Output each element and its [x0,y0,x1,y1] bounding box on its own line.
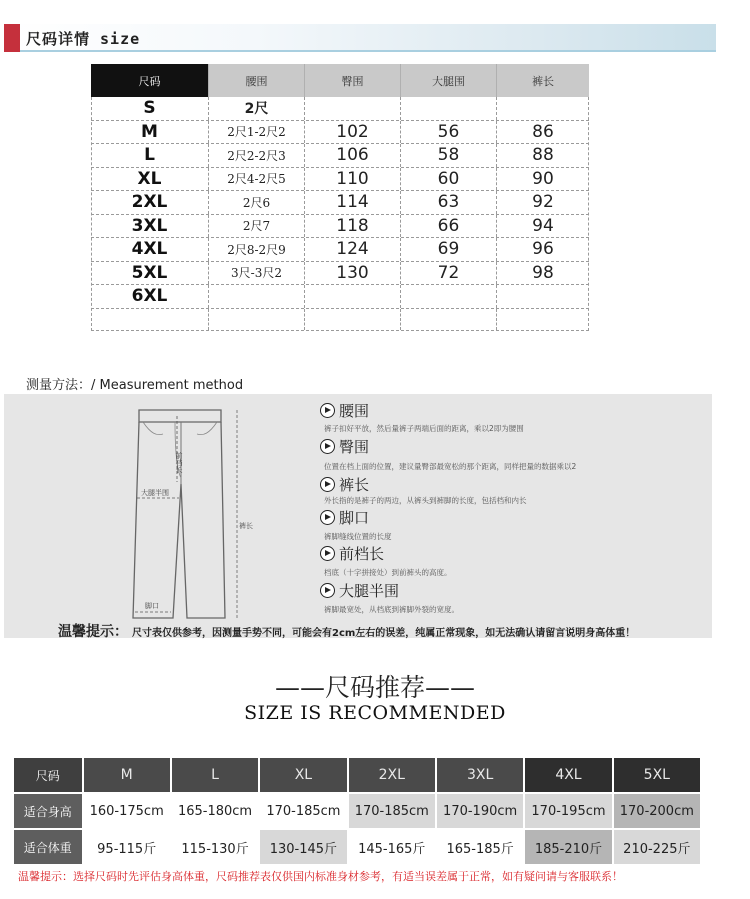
header-thigh: 大腿围 [401,64,497,97]
table-row [91,215,589,239]
recommend-title-cn: ——尺码推荐—— [274,673,475,702]
measure-label: 裤长 [339,476,370,494]
length-cell: 98 [532,262,554,283]
size-cell: L [91,144,209,167]
size-table-header [91,64,589,97]
waist-cell: 2尺2-2尺3 [209,144,305,167]
weight-range: 185-210斤 [525,830,611,864]
measure-item-hem [320,507,369,528]
thigh-cell: 60 [401,168,497,191]
tip-text: 尺寸表仅供参考，因测量手势不同，可能会有2cm左右的误差，纯属正常现象，如无法确认请留言说明身高体重！ [132,628,636,639]
measurement-panel [4,394,712,638]
measure-item-waist [320,400,369,421]
recommend-header-label: 尺码 [14,758,82,792]
banner-accent-mark [4,24,20,52]
banner-title: 尺码详情 size [26,30,141,48]
size-cell: 6XL [91,285,209,308]
play-bullet-icon [320,477,335,492]
size-cell: S [91,97,209,120]
measure-label: 脚口 [339,509,370,527]
length-label: 裤长 [239,522,253,530]
play-bullet-icon [320,546,335,561]
recommend-height-row [14,794,700,828]
size-cell [91,309,209,330]
measure-label: 大腿半围 [339,582,400,600]
hip-cell: 114 [305,191,401,214]
table-row [91,191,589,215]
recommend-size: M [84,758,170,792]
header-length: 裤长 [497,64,589,97]
recommend-size: 2XL [349,758,435,792]
waist-cell: 2尺8-2尺9 [209,238,305,261]
weight-range: 145-165斤 [349,830,435,864]
recommend-warning: 温馨提示：选择尺码时先评估身高体重，尺码推荐表仅供国内标准身材参考，有适当误差属于正常，如有疑问请与客服联系！ [18,870,623,883]
thigh-cell [401,97,497,120]
measure-label: 腰围 [339,402,370,420]
height-range: 170-190cm [437,794,523,828]
section-banner [4,24,716,52]
table-row [91,262,589,286]
weight-range: 115-130斤 [172,830,258,864]
height-range: 170-185cm [349,794,435,828]
height-range: 170-185cm [260,794,346,828]
weight-label: 适合体重 [14,830,82,864]
measure-item-thigh [320,580,399,601]
hip-cell [305,97,401,120]
thigh-cell: 72 [401,262,497,285]
play-bullet-icon [320,510,335,525]
measure-label: 前档长 [339,545,385,563]
hem-label: 脚口 [145,602,159,610]
hip-cell [305,309,401,330]
thigh-cell: 56 [401,121,497,144]
thigh-cell: 58 [401,144,497,167]
recommend-size: 3XL [437,758,523,792]
recommend-size: 4XL [525,758,611,792]
play-bullet-icon [320,439,335,454]
waist-cell: 3尺-3尺2 [209,262,305,285]
thigh-label: 大腿半围 [141,489,169,497]
measurement-tip [58,621,635,641]
height-range: 160-175cm [84,794,170,828]
table-row [91,121,589,145]
measure-item-length [320,474,369,495]
height-label: 适合身高 [14,794,82,828]
tip-lead: 温馨提示： [58,624,128,640]
pants-diagram [129,404,269,626]
height-range: 170-200cm [614,794,700,828]
length-cell: 86 [532,121,554,142]
thigh-cell: 63 [401,191,497,214]
recommend-weight-row [14,830,700,864]
table-row [91,144,589,168]
size-cell: XL [91,168,209,191]
weight-range: 130-145斤 [260,830,346,864]
waist-cell: 2尺7 [209,215,305,238]
measurement-title: 测量方法：/ Measurement method [26,378,244,393]
measure-desc: 裤脚缝线位置的长度 [324,532,392,541]
waist-cell: 2尺1-2尺2 [209,121,305,144]
thigh-cell [401,285,497,308]
size-cell: 2XL [91,191,209,214]
play-bullet-icon [320,403,335,418]
size-cell: 5XL [91,262,209,285]
waist-cell: 2尺4-2尺5 [209,168,305,191]
recommend-size: L [172,758,258,792]
measure-desc: 外长指的是裤子的两边，从裤头到裤脚的长度，包括档和内长 [324,496,527,505]
table-row [91,285,589,309]
hip-cell: 118 [305,215,401,238]
length-cell [497,285,589,308]
length-cell: 94 [532,215,554,236]
play-bullet-icon [320,583,335,598]
header-hip: 臀围 [305,64,401,97]
measure-desc: 档底（十字拼接处）到前裤头的高度。 [324,568,452,577]
recommend-size: XL [260,758,346,792]
table-row [91,97,589,121]
waist-cell: 2尺6 [209,191,305,214]
thigh-cell: 66 [401,215,497,238]
length-cell: 96 [532,239,554,260]
hip-cell: 102 [305,121,401,144]
hip-cell: 110 [305,168,401,191]
header-size: 尺码 [91,64,209,97]
size-cell: M [91,121,209,144]
recommend-size: 5XL [614,758,700,792]
table-row [91,309,589,331]
table-row [91,238,589,262]
length-cell: 92 [532,192,554,213]
measure-desc: 位置在档上面的位置，建议量臀部最宽松的那个距离，同样把量的数据乘以2 [324,462,577,471]
size-detail-table [91,64,589,331]
weight-range: 95-115斤 [84,830,170,864]
waist-cell [209,309,305,330]
hip-cell: 124 [305,238,401,261]
waist-cell: 2尺 [209,97,305,120]
measure-item-hip [320,436,369,457]
length-cell [497,309,589,330]
measure-desc: 裤子扣好平放，然后量裤子两端后面的距离，乘以2即为腰围 [324,424,524,433]
header-waist: 腰围 [209,64,305,97]
hip-cell: 106 [305,144,401,167]
weight-range: 165-185斤 [437,830,523,864]
thigh-cell [401,309,497,330]
front-rise-label: 前裆长 [175,452,183,473]
recommend-header-row [14,758,700,792]
measure-desc: 裤脚最宽处，从档底到裤脚外裂的宽度。 [324,605,459,614]
length-cell: 88 [532,145,554,166]
height-range: 165-180cm [172,794,258,828]
measure-item-front-rise [320,543,384,564]
hip-cell [305,285,401,308]
size-cell: 4XL [91,238,209,261]
size-recommend-table [14,758,700,866]
recommend-title-en: SIZE IS RECOMMENDED [244,702,506,724]
measure-label: 臀围 [339,438,370,456]
weight-range: 210-225斤 [614,830,700,864]
size-cell: 3XL [91,215,209,238]
hip-cell: 130 [305,262,401,285]
length-cell [497,97,589,120]
height-range: 170-195cm [525,794,611,828]
thigh-cell: 69 [401,238,497,261]
waist-cell [209,285,305,308]
table-row [91,168,589,192]
length-cell: 90 [532,168,554,189]
